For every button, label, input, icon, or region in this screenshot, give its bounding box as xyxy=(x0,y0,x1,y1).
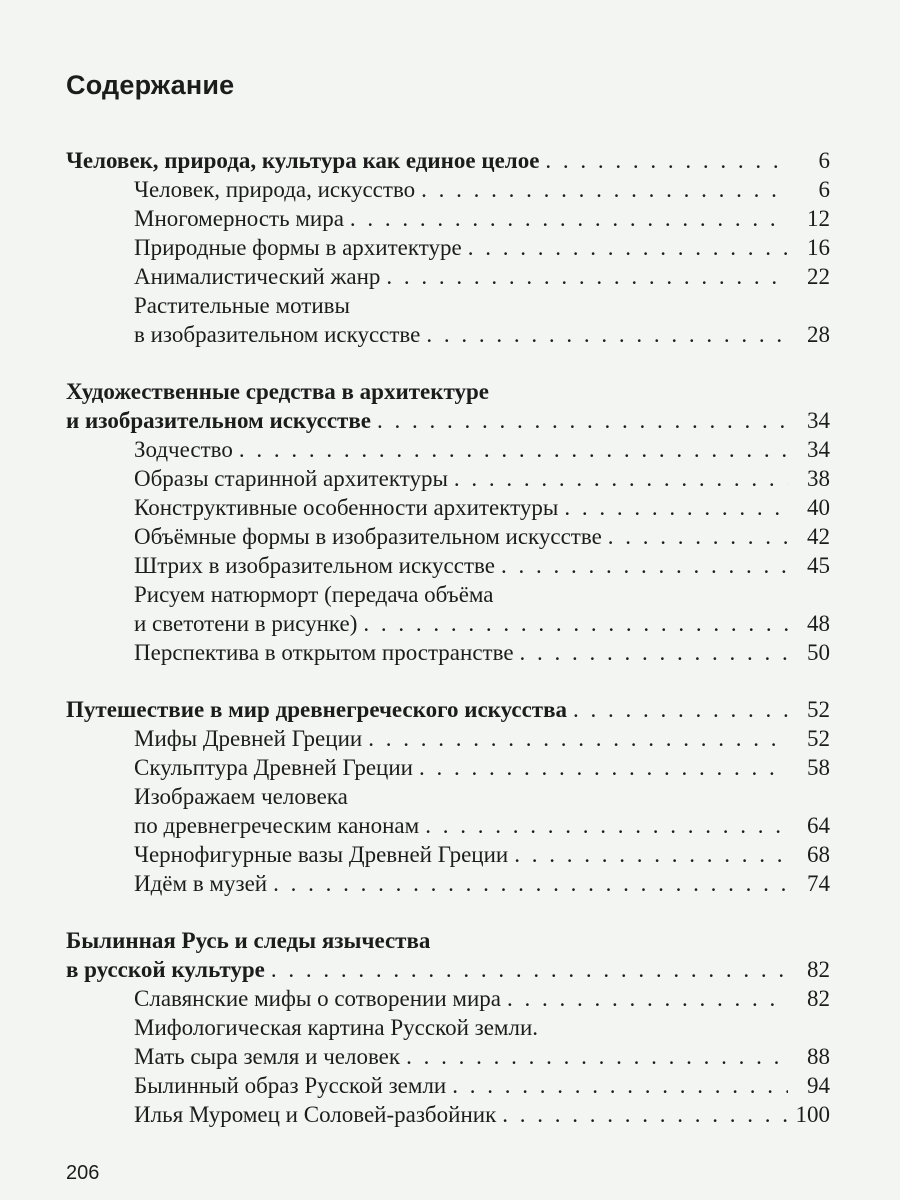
dot-leader xyxy=(239,435,788,464)
toc-entry-page: 74 xyxy=(807,871,830,896)
toc-entry-page: 52 xyxy=(807,697,830,722)
dot-leader xyxy=(507,984,788,1013)
toc-entry-title: Природные формы в архитектуре xyxy=(134,235,462,260)
dot-leader xyxy=(452,1071,788,1100)
dot-leader xyxy=(426,320,788,349)
page-number: 206 xyxy=(66,1162,100,1184)
toc-section-heading xyxy=(66,926,830,955)
toc-entry-page: 82 xyxy=(807,986,830,1011)
dot-leader xyxy=(363,609,788,638)
toc-entry-page: 12 xyxy=(807,206,830,231)
toc-entry-page: 50 xyxy=(807,640,830,665)
toc-entry xyxy=(66,551,830,580)
toc-entry-title: Идём в музей xyxy=(134,871,268,896)
toc-entry xyxy=(66,320,830,349)
toc-entry-title: Конструктивные особенности архитектуры xyxy=(134,495,559,520)
dot-leader xyxy=(608,522,788,551)
dot-leader xyxy=(454,464,788,493)
toc-entry-title: по древнегреческим канонам xyxy=(134,813,420,838)
dot-leader xyxy=(520,638,788,667)
toc-section xyxy=(66,695,830,898)
toc-entry-title: Объёмные формы в изобразительном искусстве xyxy=(134,524,602,549)
toc-entry xyxy=(66,984,830,1013)
toc-entry-title: Художественные средства в архитектуре xyxy=(66,379,489,404)
dot-leader xyxy=(419,753,788,782)
toc-entry-title: Анималистический жанр xyxy=(134,264,381,289)
toc-entry-title: Путешествие в мир древнегреческого искусства xyxy=(66,697,568,722)
dot-leader xyxy=(502,1100,787,1129)
toc-entry-page: 68 xyxy=(807,842,830,867)
toc-entry-page: 16 xyxy=(807,235,830,260)
toc-entry-title: Человек, природа, культура как единое целое xyxy=(66,148,540,173)
toc-entry xyxy=(66,1013,830,1042)
toc-entry-page: 82 xyxy=(807,957,830,982)
toc-entry-title: Мифы Древней Греции xyxy=(134,726,363,751)
toc-entry-page: 48 xyxy=(807,611,830,636)
dot-leader xyxy=(545,146,788,175)
toc-entry xyxy=(66,493,830,522)
toc-section-heading xyxy=(66,377,830,406)
toc-entry-page: 6 xyxy=(818,148,830,173)
toc-entry xyxy=(66,811,830,840)
toc-section xyxy=(66,926,830,1129)
toc-entry xyxy=(66,840,830,869)
toc-entry-page: 28 xyxy=(807,322,830,347)
toc-entry-title: Чернофигурные вазы Древней Греции xyxy=(134,842,509,867)
toc-entry xyxy=(66,522,830,551)
dot-leader xyxy=(468,233,788,262)
toc-entry-title: Штрих в изобразительном искусстве xyxy=(134,553,495,578)
toc-entry-title: Мать сыра земля и человек xyxy=(134,1044,401,1069)
toc-entry-page: 34 xyxy=(807,437,830,462)
toc-section-heading xyxy=(66,146,830,175)
toc-entry xyxy=(66,175,830,204)
toc-entry xyxy=(66,753,830,782)
toc-entry-page: 64 xyxy=(807,813,830,838)
dot-leader xyxy=(514,840,788,869)
toc-entry-title: Былинная Русь и следы язычества xyxy=(66,928,431,953)
toc-entry xyxy=(66,233,830,262)
dot-leader xyxy=(421,175,788,204)
toc-entry-page: 34 xyxy=(807,408,830,433)
toc-entry xyxy=(66,609,830,638)
dot-leader xyxy=(377,406,788,435)
toc-entry-page: 94 xyxy=(807,1073,830,1098)
toc-entry-page: 40 xyxy=(807,495,830,520)
toc-entry-title: Зодчество xyxy=(134,437,233,462)
toc-entry xyxy=(66,204,830,233)
toc-section xyxy=(66,146,830,349)
toc-entry xyxy=(66,869,830,898)
toc-entry-page: 45 xyxy=(807,553,830,578)
toc-entry-title: Былинный образ Русской земли xyxy=(134,1073,447,1098)
dot-leader xyxy=(271,955,788,984)
toc-entry-title: Перспектива в открытом пространстве xyxy=(134,640,514,665)
toc-entry-page: 22 xyxy=(807,264,830,289)
toc-entry xyxy=(66,262,830,291)
toc-entry-title: Человек, природа, искусство xyxy=(134,177,416,202)
dot-leader xyxy=(564,493,788,522)
toc-entry-title: Рисуем натюрморт (передача объёма xyxy=(134,582,494,607)
toc-entry xyxy=(66,782,830,811)
dot-leader xyxy=(425,811,788,840)
toc-entry-title: Растительные мотивы xyxy=(134,293,350,318)
toc-entry-page: 6 xyxy=(818,177,830,202)
dot-leader xyxy=(573,695,788,724)
toc-entry-title: Скульптура Древней Греции xyxy=(134,755,413,780)
toc-entry xyxy=(66,464,830,493)
toc-entry-title: Образы старинной архитектуры xyxy=(134,466,448,491)
toc-entry-title: Изображаем человека xyxy=(134,784,348,809)
table-of-contents xyxy=(66,146,830,1157)
toc-entry-title: Многомерность мира xyxy=(134,206,344,231)
toc-entry-title: и светотени в рисунке) xyxy=(134,611,358,636)
toc-section-heading xyxy=(66,955,830,984)
toc-entry xyxy=(66,1042,830,1071)
toc-section xyxy=(66,377,830,667)
toc-entry-page: 58 xyxy=(807,755,830,780)
toc-entry-page: 100 xyxy=(795,1102,830,1127)
page-title: Содержание xyxy=(66,70,235,100)
dot-leader xyxy=(501,551,788,580)
toc-entry-page: 42 xyxy=(807,524,830,549)
toc-entry-title: в русской культуре xyxy=(66,957,265,982)
toc-entry-page: 88 xyxy=(807,1044,830,1069)
toc-entry-page: 38 xyxy=(807,466,830,491)
toc-entry-title: Мифологическая картина Русской земли. xyxy=(134,1015,539,1040)
toc-entry-title: и изобразительном искусстве xyxy=(66,408,371,433)
toc-entry xyxy=(66,638,830,667)
dot-leader xyxy=(273,869,788,898)
dot-leader xyxy=(368,724,788,753)
toc-entry xyxy=(66,291,830,320)
dot-leader xyxy=(386,262,788,291)
dot-leader xyxy=(406,1042,788,1071)
toc-entry xyxy=(66,1071,830,1100)
toc-entry-title: Славянские мифы о сотворении мира xyxy=(134,986,501,1011)
toc-entry xyxy=(66,435,830,464)
toc-entry-page: 52 xyxy=(807,726,830,751)
toc-entry xyxy=(66,724,830,753)
toc-section-heading xyxy=(66,695,830,724)
dot-leader xyxy=(350,204,788,233)
toc-section-heading xyxy=(66,406,830,435)
toc-entry xyxy=(66,580,830,609)
toc-entry xyxy=(66,1100,830,1129)
toc-entry-title: в изобразительном искусстве xyxy=(134,322,421,347)
toc-entry-title: Илья Муромец и Соловей-разбойник xyxy=(134,1102,497,1127)
